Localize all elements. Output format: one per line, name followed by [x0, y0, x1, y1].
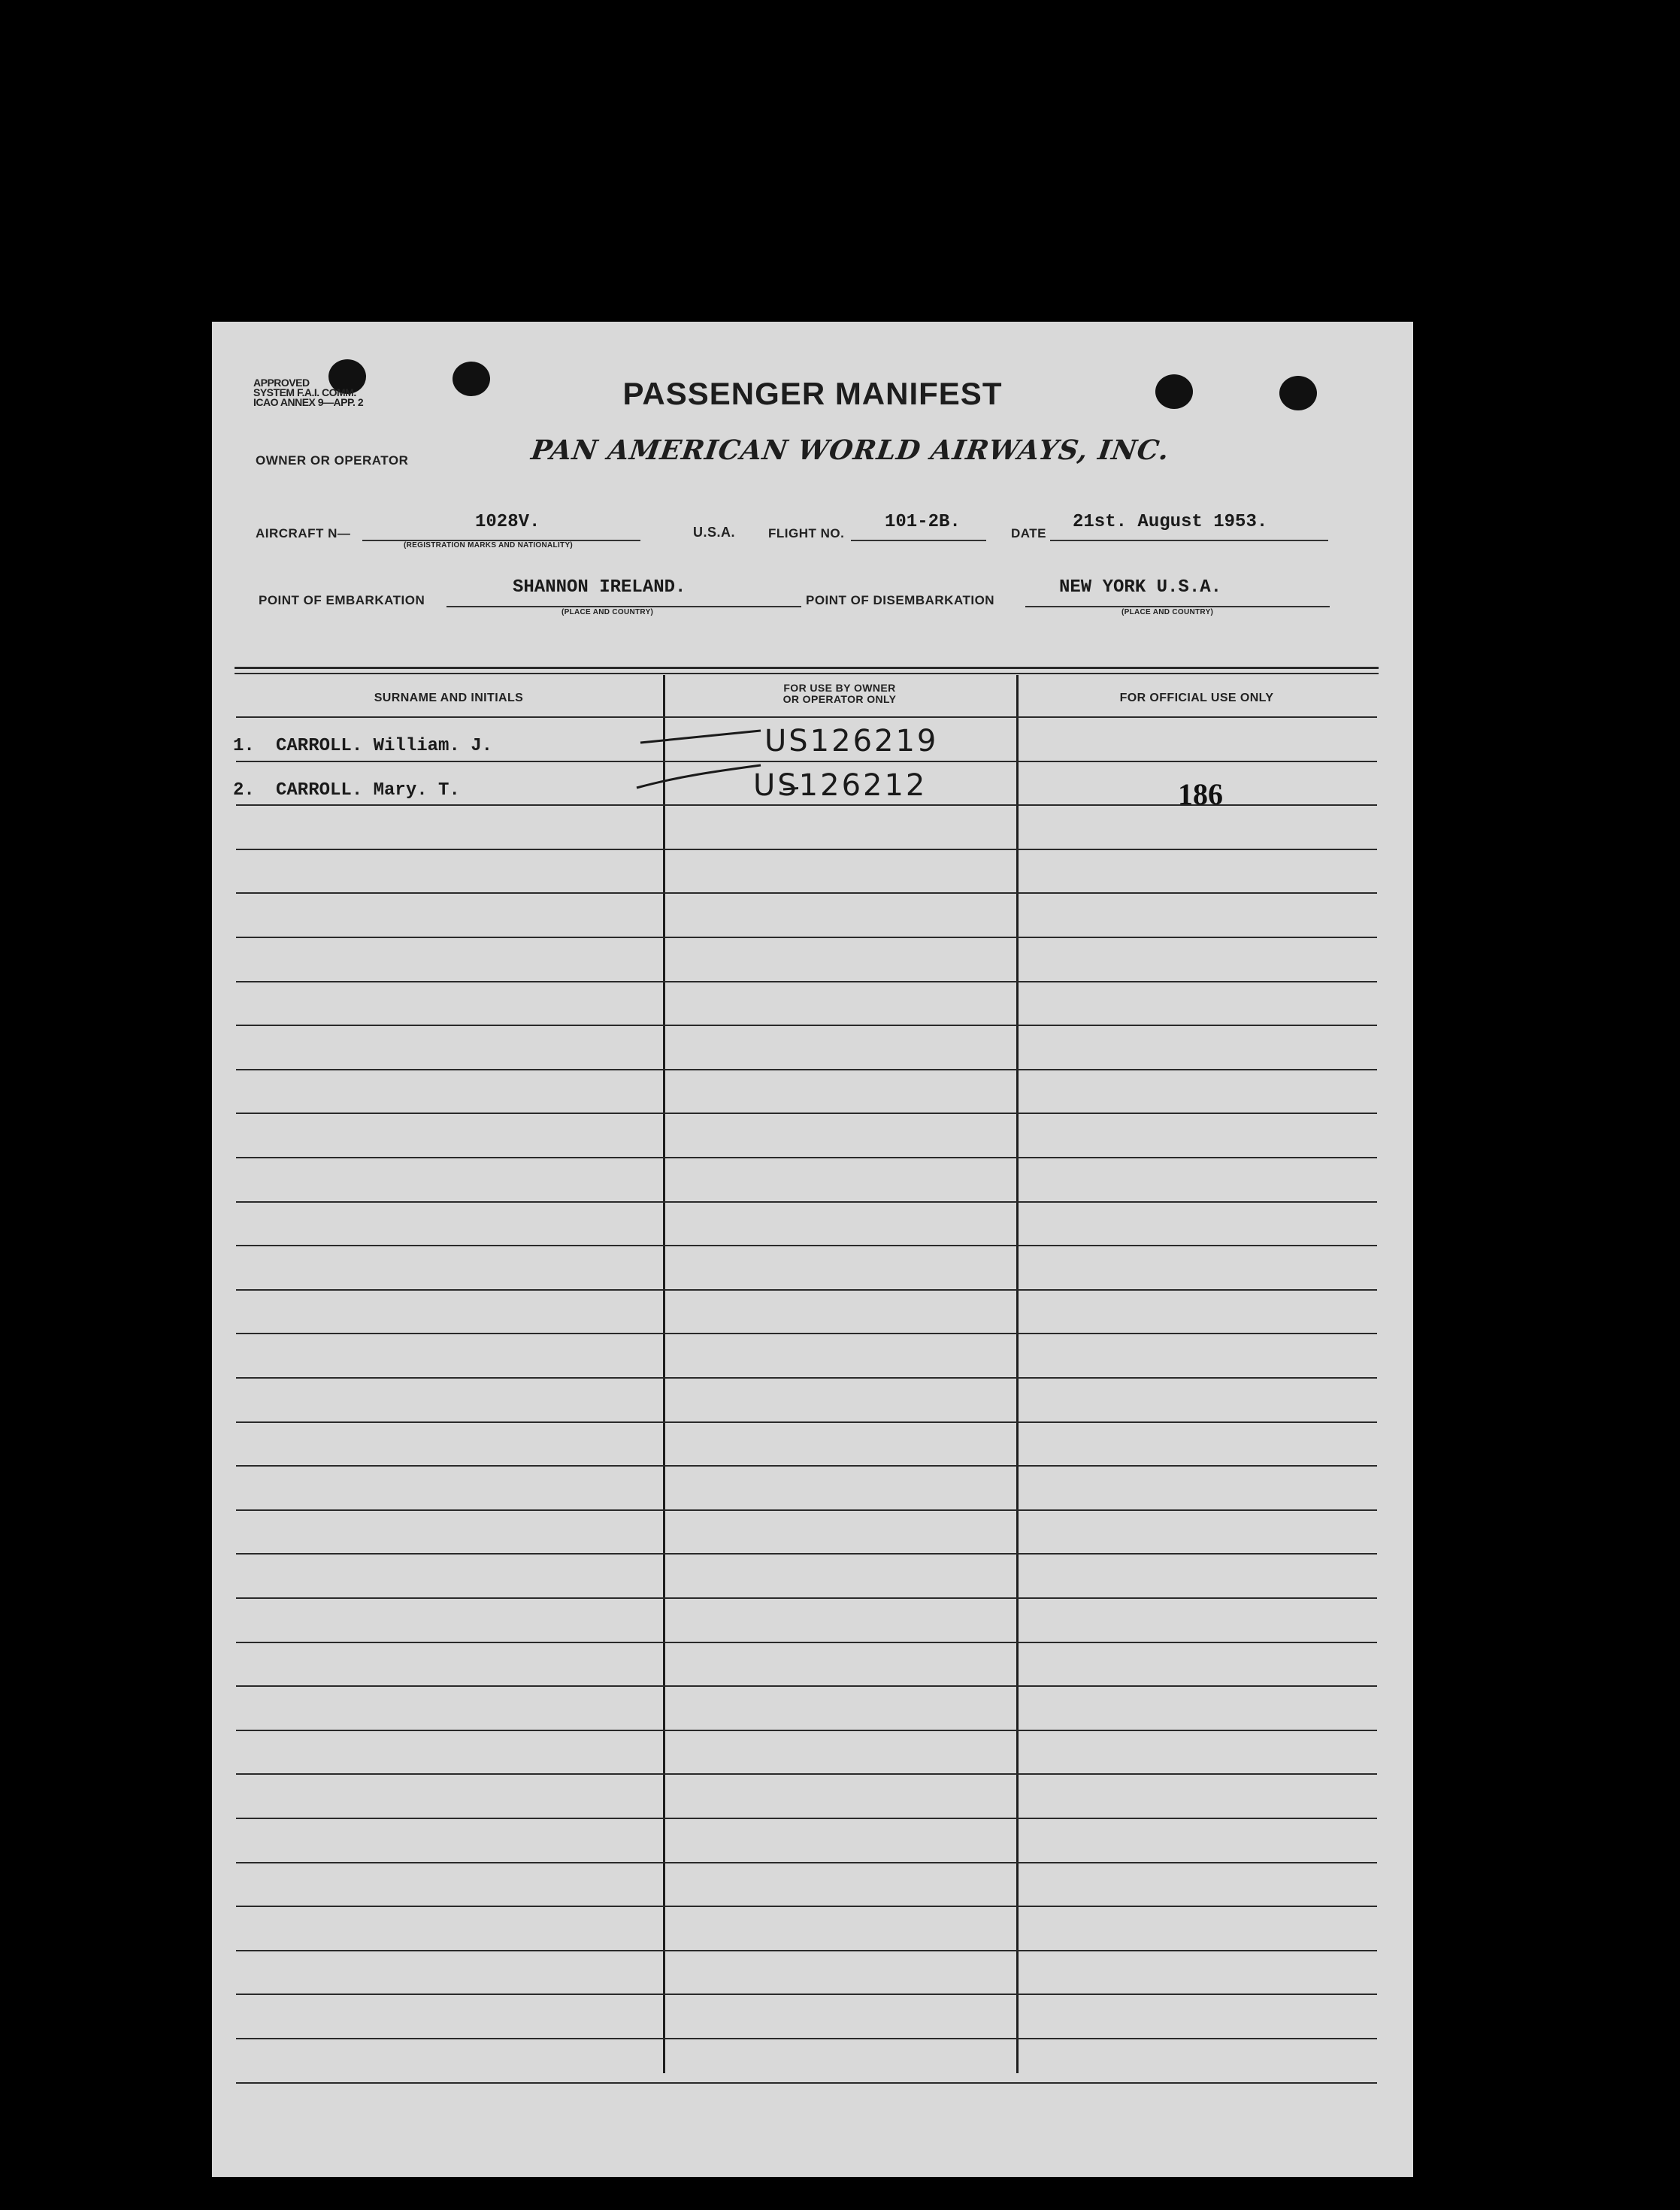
table-rule: [236, 1465, 1377, 1467]
table-rule: [236, 1642, 1377, 1643]
table-rule: [236, 1950, 1377, 1951]
table-rule: [236, 1994, 1377, 1995]
table-rule: [236, 1685, 1377, 1687]
table-rule: [236, 1157, 1377, 1158]
row-number: 1.: [233, 736, 255, 756]
table-rule: [236, 937, 1377, 938]
place-note: (PLACE AND COUNTRY): [1122, 608, 1214, 616]
embarkation-label: POINT OF EMBARKATION: [259, 593, 425, 607]
approval-line: ICAO ANNEX 9—APP. 2: [253, 396, 364, 408]
table-rule: [236, 1289, 1377, 1291]
column-header-line: OR OPERATOR ONLY: [782, 693, 897, 705]
place-note: (PLACE AND COUNTRY): [562, 608, 654, 616]
operator-use-value: US126219: [764, 724, 939, 758]
aircraft-label: AIRCRAFT N—: [256, 526, 351, 540]
table-rule: [236, 1245, 1377, 1246]
handwritten-check-marks: [633, 720, 798, 803]
row-number: 2.: [233, 780, 255, 801]
table-rule: [236, 849, 1377, 850]
form-title: PASSENGER MANIFEST: [622, 376, 1003, 411]
nationality: U.S.A.: [693, 525, 736, 540]
table-rule: [236, 1906, 1377, 1907]
aircraft-value: 1028V.: [475, 512, 540, 532]
table-rule: [236, 1553, 1377, 1555]
manifest-sheet: [212, 322, 1413, 2177]
passenger-name: CARROLL. William. J.: [276, 736, 493, 756]
table-rule: [236, 1730, 1377, 1731]
flight-label: FLIGHT NO.: [768, 526, 845, 540]
table-rule: [236, 981, 1377, 982]
disembarkation-label: POINT OF DISEMBARKATION: [806, 593, 995, 607]
table-rule: [236, 1333, 1377, 1334]
column-header-official: FOR OFFICIAL USE ONLY: [1119, 692, 1274, 704]
table-rule: [236, 1113, 1377, 1114]
column-header-operator: [663, 683, 1016, 705]
date-value: 21st. August 1953.: [1073, 512, 1268, 532]
operator-use-value: US126212: [753, 768, 928, 803]
table-rule: [236, 1597, 1377, 1599]
table-rule: [236, 1377, 1377, 1379]
column-divider: [663, 675, 665, 2073]
table-rule: [236, 2082, 1377, 2084]
table-rule: [236, 716, 1377, 718]
disembarkation-value: NEW YORK U.S.A.: [1059, 577, 1222, 598]
table-rule: [236, 1509, 1377, 1511]
table-rule: [236, 892, 1377, 894]
registration-note: (REGISTRATION MARKS AND NATIONALITY): [404, 541, 574, 549]
column-header-line: FOR USE BY OWNER: [783, 682, 896, 694]
table-rule: [236, 1201, 1377, 1203]
flight-value: 101-2B.: [885, 512, 961, 532]
embarkation-value: SHANNON IRELAND.: [513, 577, 686, 598]
table-rule: [236, 1818, 1377, 1819]
column-divider: [1016, 675, 1019, 2073]
table-rule: [236, 1025, 1377, 1026]
official-use-value: 186: [1178, 777, 1223, 811]
table-rule: [236, 1773, 1377, 1775]
passenger-name: CARROLL. Mary. T.: [276, 780, 460, 801]
owner-value: PAN AMERICAN WORLD AIRWAYS, INC.: [529, 434, 1172, 466]
table-rule: [236, 1069, 1377, 1070]
approval-line: APPROVED: [253, 377, 310, 389]
table-rule: [236, 761, 1377, 762]
owner-label: OWNER OR OPERATOR: [256, 453, 409, 468]
table-rule: [236, 2038, 1377, 2039]
column-header-surname: SURNAME AND INITIALS: [374, 692, 524, 704]
date-label: DATE: [1011, 526, 1047, 540]
approval-line: SYSTEM F.A.I. COMM.: [253, 386, 356, 398]
table-rule: [236, 1421, 1377, 1423]
table-rule: [236, 1862, 1377, 1863]
